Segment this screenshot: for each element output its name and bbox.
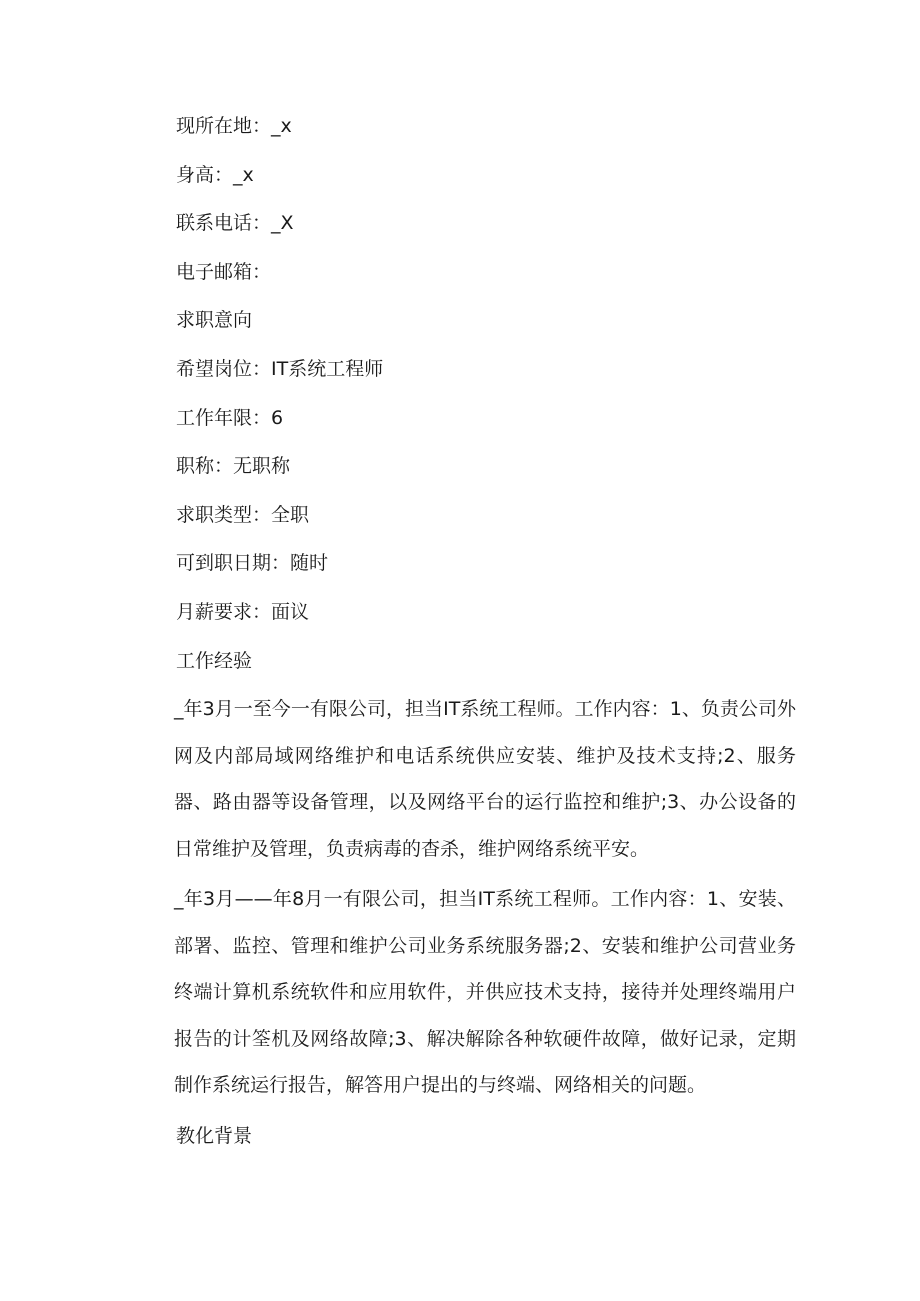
experience-entry-text: _年3月一至今一有限公司，担当IT系统工程师。工作内容：1、负责公司外网及内部局域网络维护和电话系统供应安装、维护及技术支持;2、服务器、路由器等设备管理，以及网络平台的运行监控和维护;3、办公设备的日常维护及管理，负责病毒的杳杀，维护网络系统平安。 bbox=[174, 698, 796, 860]
job-type-line: 求职类型：全职 bbox=[176, 503, 310, 526]
salary-line: 月薪要求：面议 bbox=[176, 600, 310, 623]
years-line: 工作年限：6 bbox=[176, 406, 284, 429]
education-heading: 教化背景 bbox=[176, 1124, 253, 1147]
position-line: 希望岗位：IT系统工程师 bbox=[176, 357, 384, 380]
experience-entry-2 bbox=[174, 876, 796, 1109]
email-line: 电子邮箱： bbox=[176, 260, 272, 283]
experience-heading: 工作经验 bbox=[176, 649, 253, 672]
available-line: 可到职日期：随时 bbox=[176, 552, 329, 575]
location-line: 现所在地：_x bbox=[176, 115, 292, 137]
height-line: 身高：_x bbox=[176, 163, 254, 186]
title-line: 职称：无职称 bbox=[176, 455, 291, 478]
experience-entry-text: _年3月——年8月一有限公司，担当IT系统工程师。工作内容：1、安装、部署、监控、管理和维护公司业务系统服务器;2、安装和维护公司营业务终端计算机系统软件和应用软件，并供应技术支持，接待并处理终端用户报告的计筌机及网络故障;3、解决解除各种软硬件故障，做好记录，定期制作系统运行报告，解答用户提出的与终端、网络相关的问题。 bbox=[174, 888, 796, 1097]
resume-content bbox=[176, 112, 796, 1170]
experience-entry-1 bbox=[174, 686, 796, 872]
phone-line: 联系电话：_X bbox=[176, 212, 294, 235]
intent-heading: 求职意向 bbox=[176, 309, 253, 332]
